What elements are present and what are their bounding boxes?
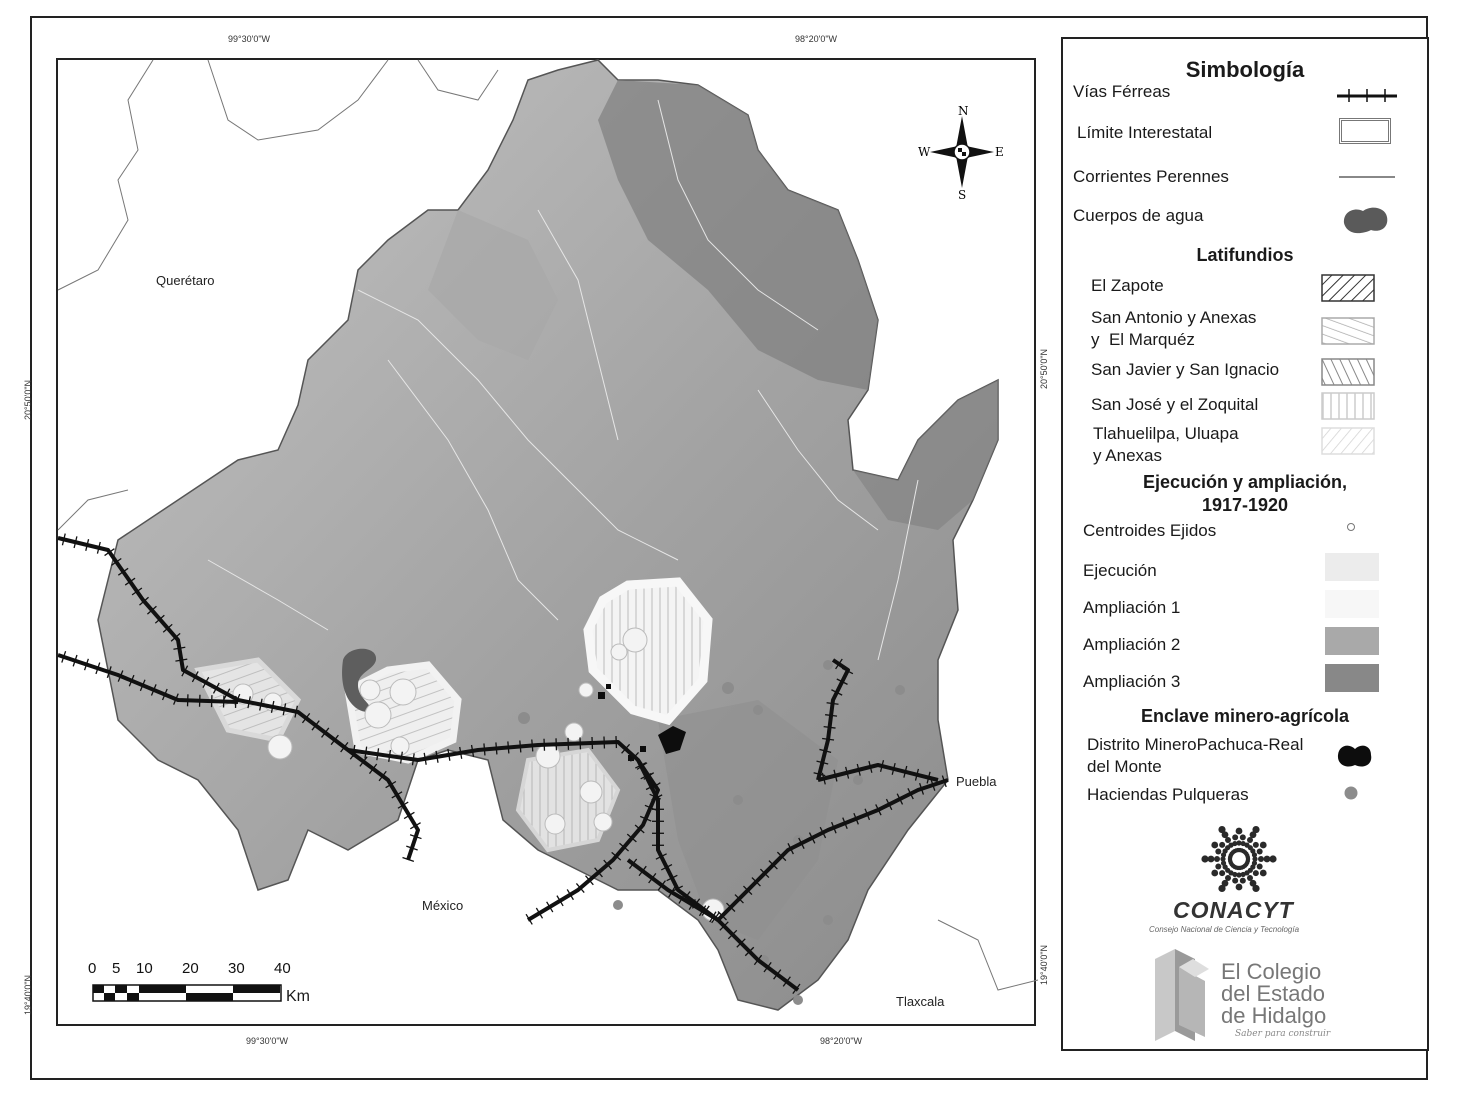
conacyt-dot [1232,834,1238,840]
coord-bottom-left: 99°30'0"W [246,1036,289,1046]
ampliacion-1-swatch [1325,590,1379,618]
san-javier-swatch [1321,358,1375,386]
ejecucion-heading: Ejecución y ampliación, 1917-1920 [1142,472,1348,515]
conacyt-dot [1236,828,1243,835]
ejecucion-swatch [1325,553,1379,581]
conacyt-dot [1260,870,1267,877]
conacyt-dot [1214,856,1220,862]
conacyt-dot [1258,856,1264,862]
compass-rose-icon [918,104,1004,202]
scale-tick-label: 20 [182,960,199,977]
conacyt-dot [1260,842,1267,849]
conacyt-dot [1211,870,1218,877]
el-zapote-swatch [1321,274,1375,302]
conacyt-dot [1257,848,1263,854]
scale-unit: Km [286,988,310,1005]
conacyt-dot [1236,884,1243,891]
colegio-line3: de Hidalgo [1221,1003,1327,1028]
coord-right-upper: 20°50'0"N [1039,348,1050,390]
water-body-symbol [1341,203,1391,237]
legend-ejecucion: Ejecución [1083,561,1157,580]
conacyt-dot [1269,855,1276,862]
conacyt-dot [1253,842,1259,848]
scale-bar-labels [88,960,328,980]
scale-tick-label: 30 [228,960,245,977]
legend-san-antonio: San Antonio y Anexas y El Marquéz [1091,308,1257,349]
latifundios-heading: Latifundios [1196,245,1294,265]
coord-left-upper: 20°50'0"N [23,379,34,421]
conacyt-dot [1246,855,1250,859]
legend-water-label: Cuerpos de agua [1073,206,1204,225]
conacyt-logo-icon [1199,819,1279,899]
conacyt-dot [1247,837,1253,843]
colegio-logo-icon [1149,947,1213,1041]
conacyt-tagline: Consejo Nacional de Ciencia y Tecnología [1149,925,1300,934]
ampliacion-3-swatch [1325,664,1379,692]
conacyt-dot [1219,870,1225,876]
compass-n: N [958,104,969,118]
conacyt-dot [1240,878,1246,884]
legend-centroides: Centroides Ejidos [1083,521,1217,540]
map-panel[interactable] [56,58,1036,1026]
legend-tlahuelilpa: Tlahuelilpa, Uluapa y Anexas [1093,424,1239,465]
coord-top-left: 99°30'0"W [228,34,271,44]
conacyt-dot [1225,837,1231,843]
legend-haciendas: Haciendas Pulqueras [1087,785,1249,804]
conacyt-dot [1240,834,1246,840]
san-antonio-swatch [1321,317,1375,345]
coord-left-lower: 19°40'0"N [23,974,34,1016]
railway-symbol [1337,87,1397,103]
colegio-tagline: Saber para construir [1235,1029,1331,1039]
conacyt-dot [1219,842,1225,848]
legend-boundary-label: Límite Interestatal [1077,123,1213,142]
centroid-symbol [1345,521,1357,533]
legend-railway-label: Vías Férreas [1073,82,1171,101]
conacyt-dot [1253,870,1259,876]
legend-el-zapote: El Zapote [1091,276,1164,295]
colegio-line1: El Colegio [1221,959,1322,984]
coord-right-lower: 19°40'0"N [1039,944,1050,986]
label-puebla: Puebla [956,774,997,789]
conacyt-dot [1264,856,1271,863]
legend-panel [1061,37,1429,1051]
legend-ampliacion-2: Ampliación 2 [1083,635,1181,654]
conacyt-dot [1211,842,1218,849]
scale-tick-label: 40 [274,960,291,977]
legend-ampliacion-3: Ampliación 3 [1083,672,1181,691]
san-jose-swatch [1321,392,1375,420]
compass-e: E [995,145,1004,159]
conacyt-dot [1225,875,1231,881]
legend-ampliacion-1: Ampliación 1 [1083,598,1181,617]
legend-river-label: Corrientes Perennes [1073,167,1229,186]
compass-s: S [958,188,967,202]
scale-tick-label: 10 [136,960,153,977]
conacyt-name: CONACYT [1173,897,1294,923]
hacienda-symbol [1343,785,1359,801]
label-tlaxcala: Tlaxcala [896,994,945,1009]
conacyt-dot [1201,855,1208,862]
colegio-line2: del Estado [1221,981,1325,1006]
legend-san-jose: San José y el Zoquital [1091,395,1259,414]
conacyt-dot [1215,848,1221,854]
enclave-heading: Enclave minero-agrícola [1140,706,1350,726]
label-mexico: México [422,898,464,913]
ampliacion-2-swatch [1325,627,1379,655]
coord-bottom-right: 98°20'0"W [820,1036,863,1046]
conacyt-dot [1252,852,1257,857]
conacyt-dot [1208,856,1215,863]
conacyt-dot [1247,875,1253,881]
legend-san-javier: San Javier y San Ignacio [1091,360,1280,379]
legend-title: Simbología [1185,57,1305,82]
legend-distrito-minero: Distrito MineroPachuca-Real del Monte [1087,735,1304,776]
conacyt-dot [1232,878,1238,884]
state-boundary-symbol [1339,118,1391,144]
conacyt-dot [1257,864,1263,870]
river-line-symbol [1339,176,1395,178]
mining-district-symbol [1335,741,1375,771]
tlahuelilpa-swatch [1321,427,1375,455]
scale-tick-label: 0 [88,960,97,977]
coord-top-right: 98°20'0"W [795,34,838,44]
label-queretaro: Querétaro [156,273,215,288]
compass-w: W [918,145,931,159]
scale-tick-label: 5 [112,960,121,977]
relief-map [58,60,1038,1028]
conacyt-dot [1215,864,1221,870]
hidalgo-territory [98,60,998,1010]
